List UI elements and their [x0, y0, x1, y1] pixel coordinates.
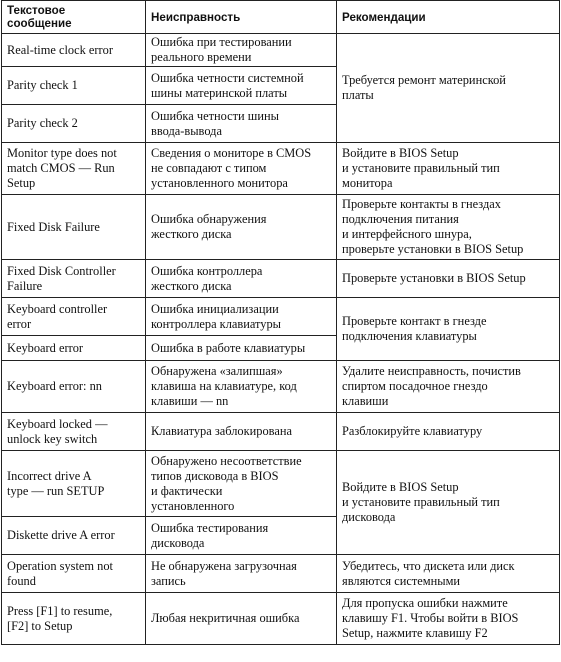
table-row — [2, 413, 560, 451]
table-row — [2, 195, 560, 260]
cell-fault: Ошибка в работе клавиатуры — [146, 336, 337, 361]
cell-fault: Ошибка четности системной шины материнской платы — [146, 67, 337, 105]
cell-recommendation: Проверьте контакт в гнезде подключения клавиатуры — [337, 298, 560, 361]
cell-message: Real-time clock error — [2, 34, 146, 67]
cell-recommendation: Для пропуска ошибки нажмите клавишу F1. Чтобы войти в BIOS Setup, нажмите клавишу F2 — [337, 593, 560, 645]
table-row — [2, 555, 560, 593]
cell-recommendation: Требуется ремонт материнской платы — [337, 34, 560, 143]
table-row — [2, 451, 560, 517]
cell-message: Operation system not found — [2, 555, 146, 593]
cell-message: Parity check 1 — [2, 67, 146, 105]
cell-message: Diskette drive A error — [2, 517, 146, 555]
header-recommendation: Рекомендации — [337, 1, 560, 34]
table-row — [2, 143, 560, 195]
cell-message: Parity check 2 — [2, 105, 146, 143]
cell-fault: Ошибка тестирования дисковода — [146, 517, 337, 555]
header-message: Текстовое сообщение — [2, 1, 146, 34]
cell-recommendation: Проверьте контакты в гнездах подключения питания и интерфейсного шнура, проверьте установки в BIOS Setup — [337, 195, 560, 260]
cell-message: Fixed Disk Failure — [2, 195, 146, 260]
cell-fault: Клавиатура заблокирована — [146, 413, 337, 451]
cell-fault: Ошибка инициализации контроллера клавиатуры — [146, 298, 337, 336]
table-row — [2, 260, 560, 298]
cell-fault: Ошибка контроллера жесткого диска — [146, 260, 337, 298]
table-header-row — [2, 1, 560, 34]
cell-message: Keyboard locked — unlock key switch — [2, 413, 146, 451]
cell-fault: Ошибка при тестировании реального времени — [146, 34, 337, 67]
cell-recommendation: Проверьте установки в BIOS Setup — [337, 260, 560, 298]
table-row — [2, 34, 560, 67]
cell-message: Fixed Disk Controller Failure — [2, 260, 146, 298]
cell-recommendation: Войдите в BIOS Setup и установите правильный тип монитора — [337, 143, 560, 195]
header-fault: Неисправность — [146, 1, 337, 34]
cell-message: Monitor type does not match CMOS — Run Setup — [2, 143, 146, 195]
cell-message: Press [F1] to resume, [F2] to Setup — [2, 593, 146, 645]
cell-fault: Любая некритичная ошибка — [146, 593, 337, 645]
cell-fault: Обнаружено несоответствие типов дисковода в BIOS и фактически установленного — [146, 451, 337, 517]
bios-error-table — [1, 0, 560, 645]
cell-message: Keyboard controller error — [2, 298, 146, 336]
cell-fault: Обнаружена «залипшая» клавиша на клавиатуре, код клавиши — nn — [146, 361, 337, 413]
cell-message: Incorrect drive A type — run SETUP — [2, 451, 146, 517]
cell-fault: Ошибка обнаружения жесткого диска — [146, 195, 337, 260]
cell-recommendation: Удалите неисправность, почистив спиртом посадочное гнездо клавиши — [337, 361, 560, 413]
table-row — [2, 593, 560, 645]
cell-fault: Ошибка четности шины ввода-вывода — [146, 105, 337, 143]
cell-message: Keyboard error — [2, 336, 146, 361]
cell-recommendation: Разблокируйте клавиатуру — [337, 413, 560, 451]
cell-fault: Не обнаружена загрузочная запись — [146, 555, 337, 593]
cell-recommendation: Убедитесь, что дискета или диск являются системными — [337, 555, 560, 593]
cell-fault: Сведения о мониторе в CMOS не совпадают с типом установленного монитора — [146, 143, 337, 195]
table-row — [2, 361, 560, 413]
cell-message: Keyboard error: nn — [2, 361, 146, 413]
cell-recommendation: Войдите в BIOS Setup и установите правильный тип дисковода — [337, 451, 560, 555]
table-row — [2, 298, 560, 336]
